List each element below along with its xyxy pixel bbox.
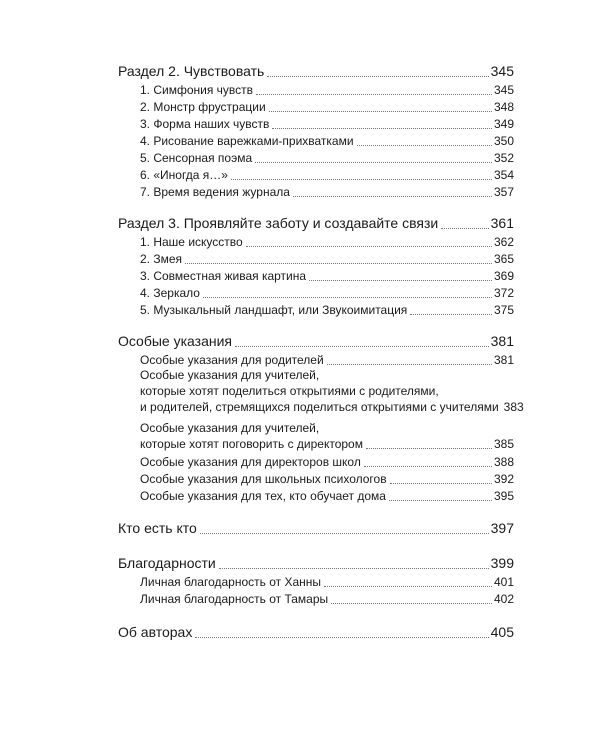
page-number: 395 (493, 489, 514, 503)
page-number: 354 (493, 168, 514, 182)
page-number: 345 (493, 83, 514, 97)
page-number: 361 (490, 215, 514, 231)
page-number: 397 (490, 520, 514, 536)
entry-title: 5. Сенсорная поэма (140, 151, 253, 165)
dot-leader (195, 637, 488, 638)
dot-leader (255, 162, 492, 163)
dot-leader (410, 314, 492, 315)
dot-leader (324, 586, 492, 587)
entry-title: Личная благодарность от Ханны (140, 575, 322, 589)
entry-title: 2. Змея (140, 252, 183, 266)
entry-title: Особые указания для директоров школ (140, 455, 361, 469)
toc-section-thanks[interactable] (118, 555, 514, 572)
toc-entry[interactable] (118, 400, 524, 415)
entry-title: 1. Наше искусство (140, 235, 243, 249)
page-number: 392 (493, 472, 514, 486)
toc-section-3[interactable] (118, 215, 514, 232)
page-number: 401 (493, 575, 514, 589)
section-title: Раздел 2. Чувствовать (118, 63, 265, 79)
entry-title: 7. Время ведения журнала (140, 185, 290, 199)
toc-entry[interactable] (118, 286, 514, 301)
toc-entry[interactable] (118, 489, 514, 504)
page-number: 365 (493, 252, 514, 266)
dot-leader (200, 533, 489, 534)
toc-entry-line[interactable]: которые хотят поделиться открытиями с родителями, (140, 384, 439, 398)
page-number: 345 (490, 63, 514, 79)
dot-leader (256, 94, 492, 95)
entry-title: Личная благодарность от Тамары (140, 592, 329, 606)
dot-leader (364, 466, 492, 467)
dot-leader (267, 76, 488, 77)
section-title: Особые указания (118, 333, 232, 349)
toc-entry[interactable] (118, 100, 514, 115)
toc-entry[interactable] (118, 252, 514, 267)
toc-entry[interactable] (118, 592, 514, 607)
page-number: 381 (490, 333, 514, 349)
page-number: 385 (493, 437, 514, 451)
page-number: 352 (493, 151, 514, 165)
toc-entry[interactable] (118, 437, 514, 452)
dot-leader (203, 297, 492, 298)
dot-leader (327, 364, 492, 365)
entry-title: Особые указания для школьных психологов (140, 472, 387, 486)
entry-title: 1. Симфония чувств (140, 83, 254, 97)
dot-leader (231, 179, 492, 180)
entry-title: 5. Музыкальный ландшафт, или Звукоимитация (140, 303, 408, 317)
entry-title: 3. Форма наших чувств (140, 117, 270, 131)
section-title: Благодарности (118, 555, 216, 571)
toc-entry[interactable] (118, 303, 514, 318)
toc-section-who[interactable] (118, 520, 514, 537)
dot-leader (272, 128, 492, 129)
entry-title: 6. «Иногда я…» (140, 168, 228, 182)
page-number: 399 (490, 555, 514, 571)
toc-entry[interactable] (118, 575, 514, 590)
toc-entry[interactable] (118, 134, 514, 149)
entry-title: и родителей, стремящихся поделиться открытиями с учителями (140, 400, 499, 414)
dot-leader (441, 228, 488, 229)
toc-entry[interactable] (118, 117, 514, 132)
section-title: Об авторах (118, 624, 193, 640)
section-title: Кто есть кто (118, 520, 197, 536)
dot-leader (246, 246, 492, 247)
entry-title: Особые указания для родителей (140, 353, 324, 367)
dot-leader (390, 483, 492, 484)
entry-title: 2. Монстр фрустрации (140, 100, 266, 114)
entry-title: Особые указания для тех, кто обучает дома (140, 489, 386, 503)
entry-title: 4. Рисование варежками-прихватками (140, 134, 354, 148)
dot-leader (331, 603, 492, 604)
toc-entry[interactable] (118, 168, 514, 183)
toc-entry[interactable] (118, 235, 514, 250)
page-number: 362 (493, 235, 514, 249)
page-number: 381 (493, 353, 514, 367)
dot-leader (357, 145, 492, 146)
page-number: 388 (493, 455, 514, 469)
page-number: 349 (493, 117, 514, 131)
page-number: 357 (493, 185, 514, 199)
toc-entry[interactable] (118, 269, 514, 284)
toc-entry[interactable] (118, 151, 514, 166)
toc-section-special[interactable] (118, 333, 514, 350)
entry-title: 3. Совместная живая картина (140, 269, 307, 283)
dot-leader (219, 568, 489, 569)
dot-leader (293, 196, 492, 197)
page-number: 369 (493, 269, 514, 283)
page-number: 348 (493, 100, 514, 114)
dot-leader (269, 111, 492, 112)
dot-leader (185, 263, 492, 264)
dot-leader (389, 500, 492, 501)
page-number: 350 (493, 134, 514, 148)
page-number: 372 (493, 286, 514, 300)
entry-title: 4. Зеркало (140, 286, 200, 300)
page-number: 402 (493, 592, 514, 606)
entry-title: которые хотят поговорить с директором (140, 437, 363, 451)
toc-entry[interactable] (118, 455, 514, 470)
toc-section-authors[interactable] (118, 624, 514, 641)
page-number: 375 (493, 303, 514, 317)
dot-leader (309, 280, 492, 281)
page-number: 405 (490, 624, 514, 640)
toc-entry-line[interactable]: Особые указания для учителей, (140, 421, 320, 435)
toc-entry-line[interactable]: Особые указания для учителей, (140, 368, 320, 382)
page-number: 383 (503, 400, 524, 414)
toc-entry[interactable] (118, 185, 514, 200)
toc-section-2[interactable] (118, 63, 514, 80)
toc-entry[interactable] (118, 353, 514, 368)
toc-entry[interactable] (118, 472, 514, 487)
dot-leader (235, 346, 489, 347)
toc-entry[interactable] (118, 83, 514, 98)
dot-leader (366, 448, 492, 449)
section-title: Раздел 3. Проявляйте заботу и создавайте связи (118, 215, 439, 231)
